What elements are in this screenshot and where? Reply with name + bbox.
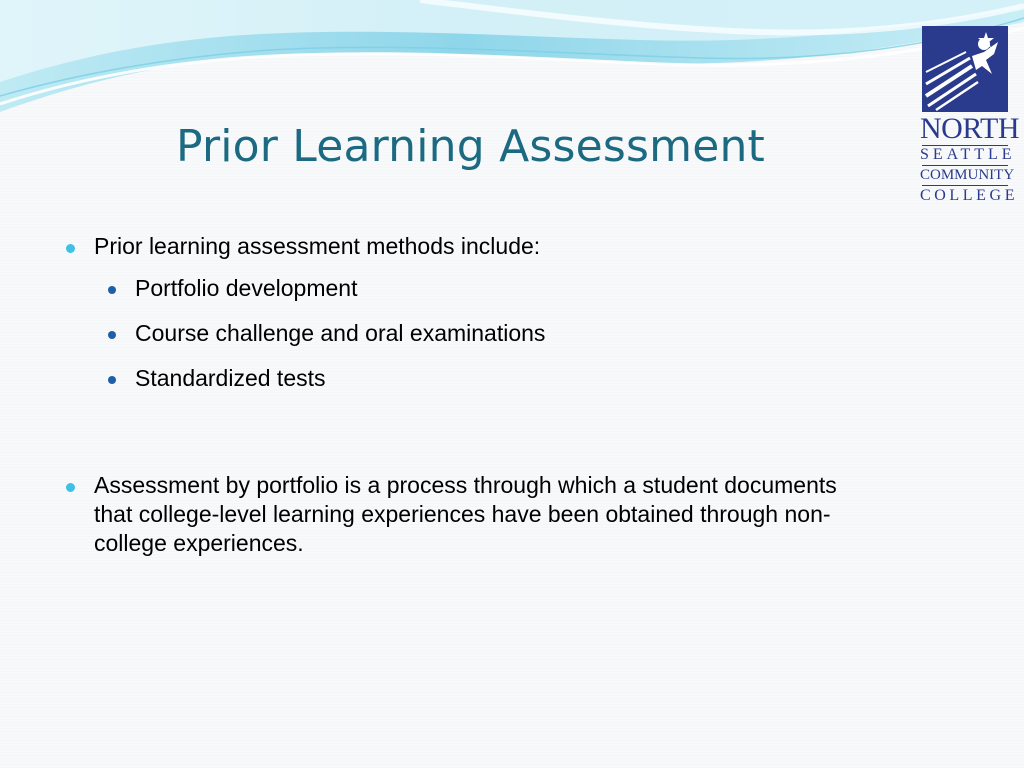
- logo-divider: [922, 165, 1008, 166]
- sub-bullet-text: Standardized tests: [135, 365, 326, 391]
- slide-title: Prior Learning Assessment: [176, 121, 766, 172]
- sub-bullet-text: Course challenge and oral examinations: [135, 320, 546, 346]
- logo-text-college: COLLEGE: [920, 187, 1019, 204]
- sub-bullet-text: Portfolio development: [135, 275, 358, 301]
- bullet-dot-icon: [108, 376, 116, 384]
- slide-body: [60, 232, 960, 558]
- bullet-text-line: Assessment by portfolio is a process through which a student documents: [94, 472, 837, 498]
- bullet-dot-icon: [66, 483, 75, 492]
- bullet-text-line: college experiences.: [94, 530, 304, 556]
- sub-bullet-item: [60, 274, 960, 303]
- bullet-item: [60, 471, 960, 558]
- bullet-dot-icon: [108, 331, 116, 339]
- bullet-dot-icon: [108, 286, 116, 294]
- bullet-item: [60, 232, 960, 261]
- logo-divider: [922, 185, 1008, 186]
- logo-text-seattle: SEATTLE: [920, 146, 1016, 163]
- starburst-figure-icon: [922, 26, 1008, 112]
- bullet-dot-icon: [66, 244, 75, 253]
- logo-text-north: NORTH: [920, 112, 1020, 145]
- sub-bullet-item: [60, 319, 960, 348]
- logo-text-community: COMMUNITY: [920, 167, 1015, 183]
- bullet-text-line: that college-level learning experiences have been obtained through non-: [94, 501, 831, 527]
- bullet-text: Prior learning assessment methods include:: [94, 233, 541, 259]
- college-logo: [920, 26, 1020, 208]
- sub-bullet-item: [60, 364, 960, 393]
